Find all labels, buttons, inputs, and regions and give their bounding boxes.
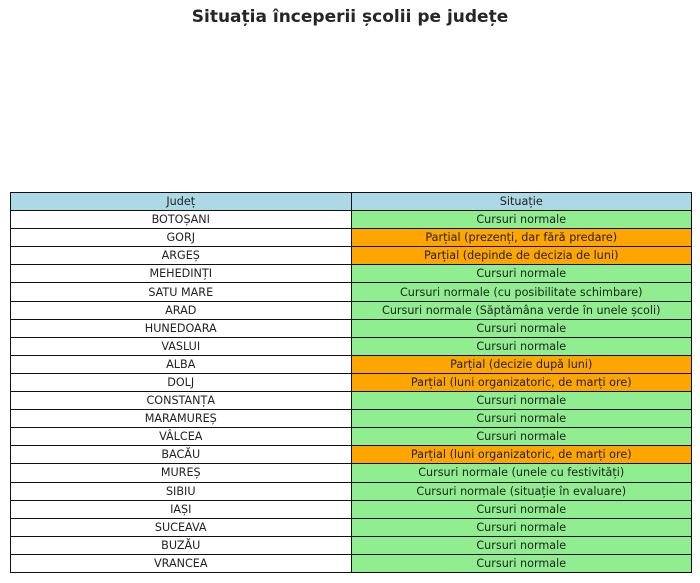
table-row xyxy=(11,373,692,391)
cell-situatie: Cursuri normale xyxy=(351,410,692,428)
cell-judet: MUREȘ xyxy=(11,464,352,482)
cell-situatie: Cursuri normale xyxy=(351,211,692,229)
cell-judet: SATU MARE xyxy=(11,283,352,301)
table-row xyxy=(11,410,692,428)
cell-judet: SIBIU xyxy=(11,482,352,500)
cell-judet: BACĂU xyxy=(11,446,352,464)
cell-judet: CONSTANȚA xyxy=(11,392,352,410)
status-table xyxy=(10,192,692,573)
cell-judet: VASLUI xyxy=(11,337,352,355)
cell-situatie: Cursuri normale (Săptămâna verde în unele școli) xyxy=(351,301,692,319)
table-row xyxy=(11,337,692,355)
cell-situatie: Cursuri normale (cu posibilitate schimbare) xyxy=(351,283,692,301)
table-row xyxy=(11,211,692,229)
cell-situatie: Cursuri normale xyxy=(351,265,692,283)
cell-situatie: Parțial (prezenți, dar fără predare) xyxy=(351,229,692,247)
table-row xyxy=(11,518,692,536)
table-row xyxy=(11,355,692,373)
cell-situatie: Cursuri normale xyxy=(351,428,692,446)
cell-judet: BUZĂU xyxy=(11,536,352,554)
cell-judet: GORJ xyxy=(11,229,352,247)
cell-situatie: Cursuri normale xyxy=(351,536,692,554)
table-row xyxy=(11,247,692,265)
table-row xyxy=(11,500,692,518)
table-row xyxy=(11,482,692,500)
table-row xyxy=(11,446,692,464)
table-row xyxy=(11,536,692,554)
table-row xyxy=(11,464,692,482)
table-row xyxy=(11,554,692,572)
table-row xyxy=(11,392,692,410)
cell-situatie: Parțial (luni organizatoric, de marți ore) xyxy=(351,373,692,391)
cell-judet: ARGEȘ xyxy=(11,247,352,265)
chart-title: Situația începerii școlii pe județe xyxy=(191,7,509,27)
cell-situatie: Cursuri normale xyxy=(351,500,692,518)
cell-judet: ALBA xyxy=(11,355,352,373)
cell-situatie: Cursuri normale xyxy=(351,392,692,410)
header-row xyxy=(11,193,692,211)
cell-judet: DOLJ xyxy=(11,373,352,391)
cell-judet: VÂLCEA xyxy=(11,428,352,446)
cell-judet: SUCEAVA xyxy=(11,518,352,536)
cell-judet: BOTOȘANI xyxy=(11,211,352,229)
cell-situatie: Cursuri normale (unele cu festivități) xyxy=(351,464,692,482)
cell-judet: VRANCEA xyxy=(11,554,352,572)
table-row xyxy=(11,283,692,301)
cell-situatie: Parțial (luni organizatoric, de marți ore) xyxy=(351,446,692,464)
cell-judet: MEHEDINȚI xyxy=(11,265,352,283)
cell-situatie: Cursuri normale (situație în evaluare) xyxy=(351,482,692,500)
table-row xyxy=(11,428,692,446)
header-situatie: Situație xyxy=(351,193,692,211)
cell-situatie: Parțial (depinde de decizia de luni) xyxy=(351,247,692,265)
cell-situatie: Cursuri normale xyxy=(351,337,692,355)
cell-judet: HUNEDOARA xyxy=(11,319,352,337)
table-row xyxy=(11,301,692,319)
cell-situatie: Cursuri normale xyxy=(351,518,692,536)
cell-situatie: Cursuri normale xyxy=(351,319,692,337)
cell-judet: IAȘI xyxy=(11,500,352,518)
cell-situatie: Cursuri normale xyxy=(351,554,692,572)
table-row xyxy=(11,319,692,337)
header-judet: Județ xyxy=(11,193,352,211)
cell-judet: ARAD xyxy=(11,301,352,319)
table-row xyxy=(11,265,692,283)
table-body xyxy=(11,211,692,573)
cell-judet: MARAMUREȘ xyxy=(11,410,352,428)
table-row xyxy=(11,229,692,247)
cell-situatie: Parțial (decizie după luni) xyxy=(351,355,692,373)
